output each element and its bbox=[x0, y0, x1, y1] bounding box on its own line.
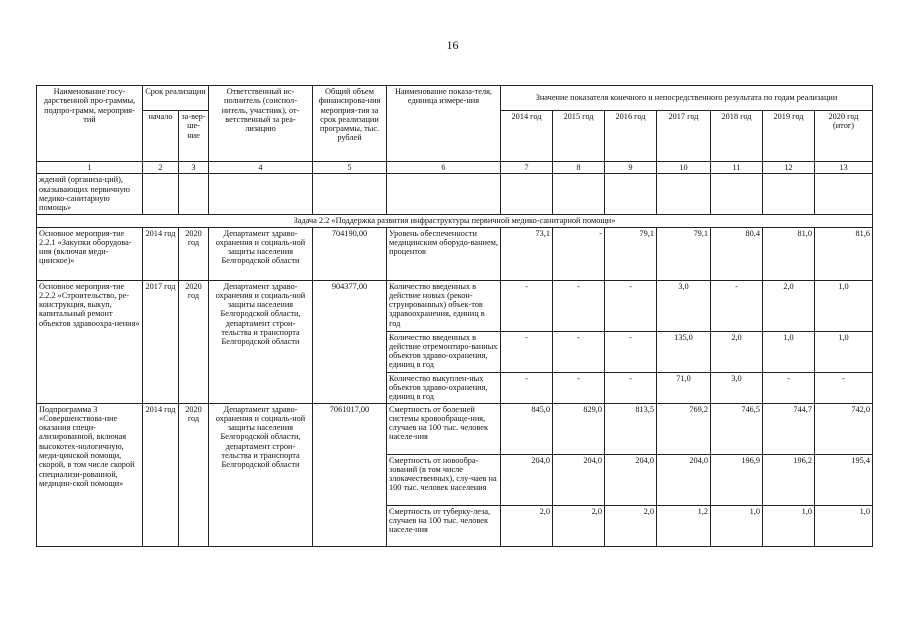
subprogram-3-row bbox=[37, 403, 873, 454]
page-number: 16 bbox=[446, 38, 459, 52]
subprogram-name: Подпрограмма 3 «Совершенствова-ние оказания специ-ализированной, включая высокотех-нологичную, меди-цинской помощи, скорой, в том числе скорой специализи-рованной, медицин-ской помощи» bbox=[37, 403, 143, 546]
header-year-2017: 2017 год bbox=[657, 111, 711, 162]
indicator-value: - bbox=[605, 280, 657, 331]
indicator-value: - bbox=[553, 280, 605, 331]
empty-cell bbox=[143, 174, 179, 215]
measure-responsible: Департамент здраво-охранения и социаль-ной защиты населения Белгородской области, департамент строи-тельства и транспорта Белгородской области bbox=[209, 280, 313, 403]
indicator-value: 79,1 bbox=[605, 227, 657, 280]
header-year-2015: 2015 год bbox=[553, 111, 605, 162]
indicator-value: - bbox=[553, 372, 605, 403]
subprogram-responsible: Департамент здраво-охранения и социаль-ной защиты населения Белгородской области, департамент строи-тельства и транспорта Белгородской области bbox=[209, 403, 313, 546]
indicator-value: 1,2 bbox=[657, 505, 711, 546]
column-number: 10 bbox=[657, 162, 711, 174]
indicator-value: - bbox=[763, 372, 815, 403]
indicator-value: - bbox=[553, 227, 605, 280]
column-number: 3 bbox=[179, 162, 209, 174]
column-number: 13 bbox=[815, 162, 873, 174]
column-number: 9 bbox=[605, 162, 657, 174]
indicator-value: 79,1 bbox=[657, 227, 711, 280]
indicator-value: 746,5 bbox=[711, 403, 763, 454]
indicator-value: 1,0 bbox=[763, 505, 815, 546]
header-name: Наименование госу-дарственной про-граммы, подпро-грамм, мероприя-тий bbox=[37, 86, 143, 162]
indicator-value: 196,2 bbox=[763, 454, 815, 505]
indicator-value: 73,1 bbox=[501, 227, 553, 280]
indicator-value: - bbox=[501, 372, 553, 403]
indicator-value: 71,0 bbox=[657, 372, 711, 403]
header-indicator: Наименование показа-теля, единица измере-ния bbox=[387, 86, 501, 162]
indicator-text: Смертность от болезней системы кровообраще-ния, случаев на 100 тыс. человек населе-ния bbox=[387, 403, 501, 454]
header-responsible: Ответственный ис-полнитель (соиспол-нитель, участник), от-ветственный за реа-лизацию bbox=[209, 86, 313, 162]
column-number: 1 bbox=[37, 162, 143, 174]
indicator-value: 1,0 bbox=[815, 331, 873, 372]
indicator-value: 195,4 bbox=[815, 454, 873, 505]
indicator-value: 1,0 bbox=[815, 280, 873, 331]
indicator-value: 204,0 bbox=[501, 454, 553, 505]
header-end: за-вер-ше-ние bbox=[179, 111, 209, 162]
indicator-value: - bbox=[605, 331, 657, 372]
measure-start: 2014 год bbox=[143, 227, 179, 280]
column-number: 6 bbox=[387, 162, 501, 174]
column-number: 7 bbox=[501, 162, 553, 174]
header-year-2014: 2014 год bbox=[501, 111, 553, 162]
continuation-text: ждений (организа-ций), оказывающих первичную медико-санитарную помощь» bbox=[37, 174, 143, 215]
indicator-value: 2,0 bbox=[605, 505, 657, 546]
indicator-value: 813,5 bbox=[605, 403, 657, 454]
indicator-value: - bbox=[501, 331, 553, 372]
column-number: 12 bbox=[763, 162, 815, 174]
measure-2-2-1-row bbox=[37, 227, 873, 280]
indicator-value: 1,0 bbox=[763, 331, 815, 372]
indicator-value: 744,7 bbox=[763, 403, 815, 454]
indicator-text: Смертность от новообра-зований (в том числе злокачественных), слу-чаев на 100 тыс. человек населения bbox=[387, 454, 501, 505]
indicator-value: 742,0 bbox=[815, 403, 873, 454]
indicator-value: 80,4 bbox=[711, 227, 763, 280]
measure-responsible: Департамент здраво-охранения и социаль-ной защиты населения Белгородской области bbox=[209, 227, 313, 280]
header-year-2018: 2018 год bbox=[711, 111, 763, 162]
column-number: 8 bbox=[553, 162, 605, 174]
indicator-value: - bbox=[605, 372, 657, 403]
empty-cell bbox=[605, 174, 657, 215]
empty-cell bbox=[387, 174, 501, 215]
header-volume: Общий объем финансирова-ния мероприя-тия за срок реализации программы, тыс. рублей bbox=[313, 86, 387, 162]
measure-end: 2020 год bbox=[179, 227, 209, 280]
indicator-value: 204,0 bbox=[657, 454, 711, 505]
indicator-value: 845,0 bbox=[501, 403, 553, 454]
indicator-value: - bbox=[501, 280, 553, 331]
indicator-value: 135,0 bbox=[657, 331, 711, 372]
indicator-value: 81,0 bbox=[763, 227, 815, 280]
indicator-value: 1,0 bbox=[711, 505, 763, 546]
measure-volume: 904377,00 bbox=[313, 280, 387, 403]
header-start: начало bbox=[143, 111, 179, 162]
subprogram-start: 2014 год bbox=[143, 403, 179, 546]
measure-name: Основное мероприя-тие 2.2.2 «Строительство, ре-конструкция, выкуп, капитальный ремонт объектов здравоохра-нения» bbox=[37, 280, 143, 403]
indicator-value: 1,0 bbox=[815, 505, 873, 546]
indicator-text: Количество выкуплен-ных объектов здраво-охранения, единиц в год bbox=[387, 372, 501, 403]
header-year-2020: 2020 год (итог) bbox=[815, 111, 873, 162]
column-number-row bbox=[37, 162, 873, 174]
empty-cell bbox=[763, 174, 815, 215]
column-number: 4 bbox=[209, 162, 313, 174]
indicator-value: 204,0 bbox=[553, 454, 605, 505]
empty-cell bbox=[553, 174, 605, 215]
header-term: Срок реализации bbox=[143, 86, 209, 111]
empty-cell bbox=[179, 174, 209, 215]
header-row-1 bbox=[37, 86, 873, 111]
indicator-value: 196,9 bbox=[711, 454, 763, 505]
measure-start: 2017 год bbox=[143, 280, 179, 403]
measure-volume: 704190,00 bbox=[313, 227, 387, 280]
indicator-value: 81,6 bbox=[815, 227, 873, 280]
header-year-2016: 2016 год bbox=[605, 111, 657, 162]
indicator-value: - bbox=[711, 280, 763, 331]
indicator-text: Количество введенных в действие новых (рекон-струированных) объек-тов здравоохранения, единиц в год bbox=[387, 280, 501, 331]
indicator-value: 829,0 bbox=[553, 403, 605, 454]
indicator-value: 2,0 bbox=[501, 505, 553, 546]
column-number: 5 bbox=[313, 162, 387, 174]
empty-cell bbox=[657, 174, 711, 215]
indicator-value: 2,0 bbox=[763, 280, 815, 331]
indicator-text: Количество введенных в действие отремонтиро-ванных объектов здраво-охранения, единиц в год bbox=[387, 331, 501, 372]
indicator-text: Уровень обеспеченности медицинским оборудо-ванием, процентов bbox=[387, 227, 501, 280]
task-row bbox=[37, 215, 873, 227]
indicator-text: Смертность от туберку-леза, случаев на 100 тыс. человек населе-ния bbox=[387, 505, 501, 546]
indicator-value: 3,0 bbox=[711, 372, 763, 403]
program-table bbox=[36, 85, 873, 547]
empty-cell bbox=[501, 174, 553, 215]
header-values: Значение показателя конечного и непосредственного результата по годам реализации bbox=[501, 86, 873, 111]
indicator-value: 2,0 bbox=[711, 331, 763, 372]
indicator-value: - bbox=[815, 372, 873, 403]
measure-name: Основное мероприя-тие 2.2.1 «Закупки оборудова-ния (включая меди-цинское)» bbox=[37, 227, 143, 280]
column-number: 11 bbox=[711, 162, 763, 174]
indicator-value: 2,0 bbox=[553, 505, 605, 546]
measure-end: 2020 год bbox=[179, 280, 209, 403]
task-title: Задача 2.2 «Поддержка развития инфраструктуры первичной медико-санитарной помощи» bbox=[37, 215, 873, 227]
subprogram-volume: 7061017,00 bbox=[313, 403, 387, 546]
empty-cell bbox=[313, 174, 387, 215]
column-number: 2 bbox=[143, 162, 179, 174]
measure-2-2-2-row bbox=[37, 280, 873, 331]
continuation-row bbox=[37, 174, 873, 215]
subprogram-end: 2020 год bbox=[179, 403, 209, 546]
empty-cell bbox=[711, 174, 763, 215]
empty-cell bbox=[815, 174, 873, 215]
indicator-value: - bbox=[553, 331, 605, 372]
empty-cell bbox=[209, 174, 313, 215]
header-year-2019: 2019 год bbox=[763, 111, 815, 162]
indicator-value: 3,0 bbox=[657, 280, 711, 331]
indicator-value: 204,0 bbox=[605, 454, 657, 505]
indicator-value: 769,2 bbox=[657, 403, 711, 454]
